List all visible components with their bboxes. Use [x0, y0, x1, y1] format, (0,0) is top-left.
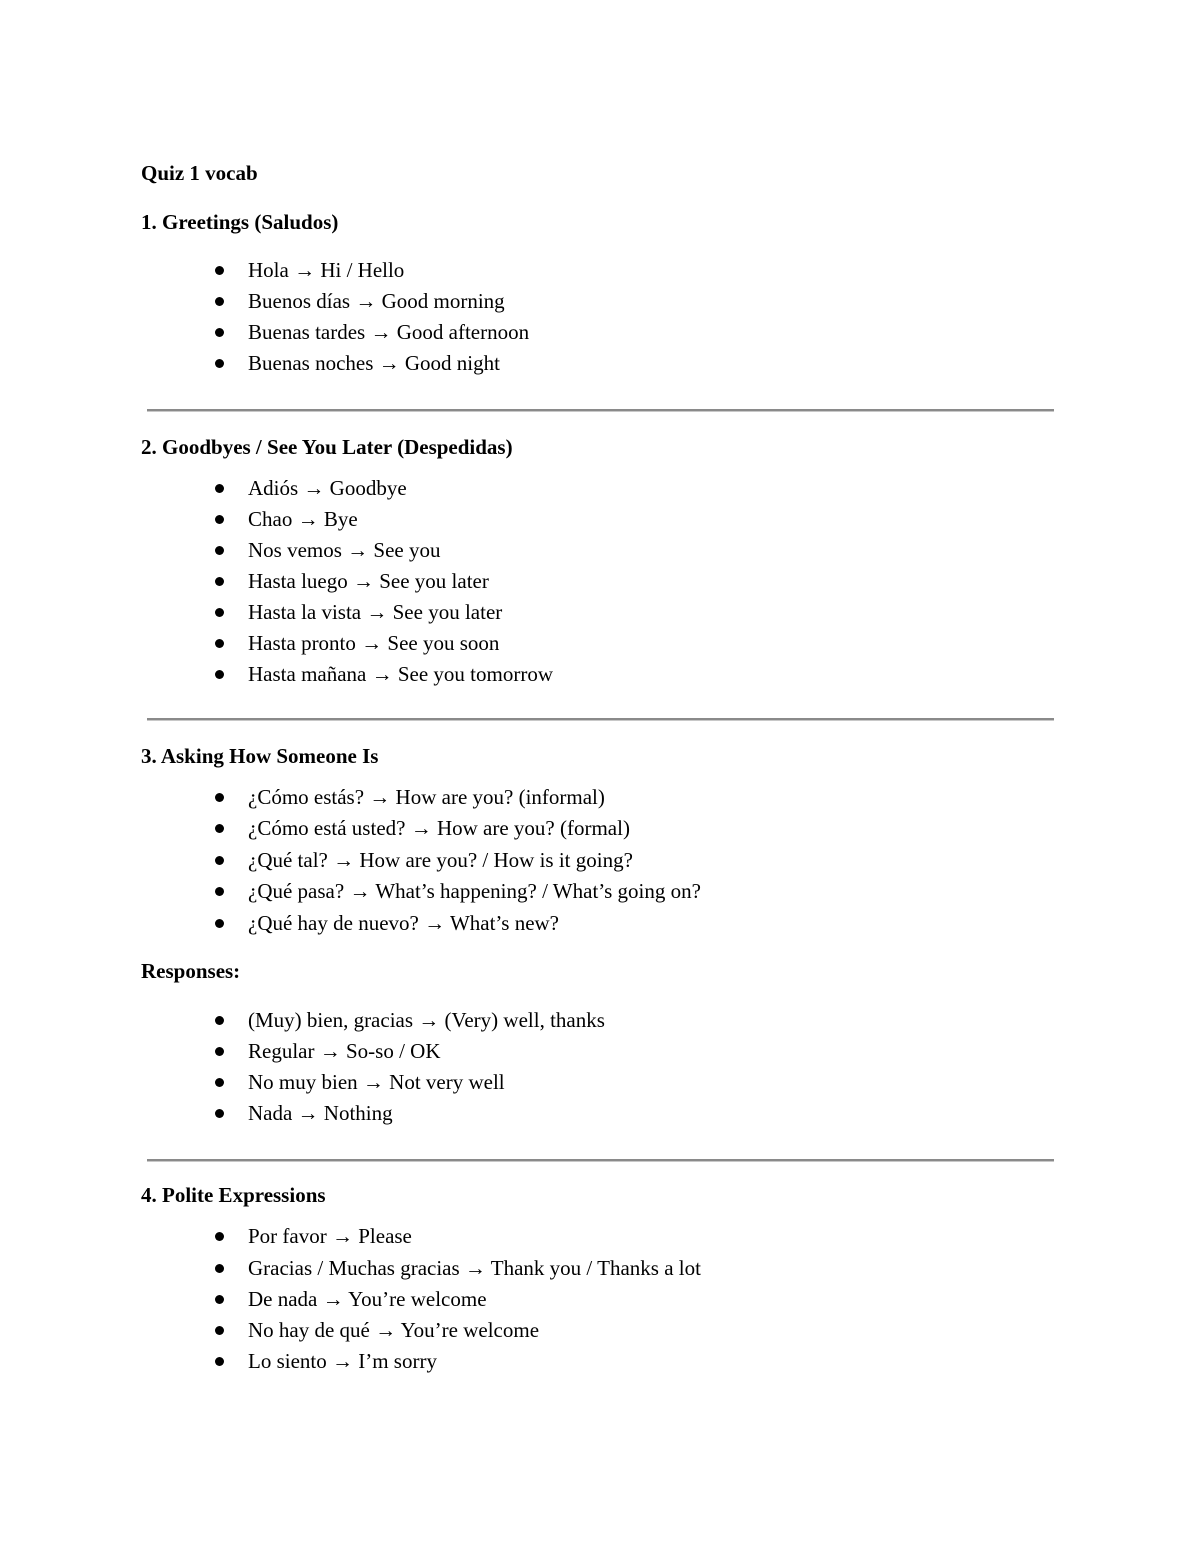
polite-list — [0, 1223, 701, 1379]
bullet-icon — [215, 266, 224, 275]
list-item-text: Adiós → Goodbye — [248, 476, 407, 500]
list-item-text: (Muy) bien, gracias → (Very) well, thanks — [248, 1008, 605, 1032]
list-item-text: Gracias / Muchas gracias → Thank you / Thanks a lot — [248, 1256, 701, 1280]
bullet-icon — [215, 887, 224, 896]
bullet-icon — [215, 1295, 224, 1304]
list-item — [0, 319, 529, 350]
list-item-text: Por favor → Please — [248, 1224, 412, 1248]
responses-list — [0, 1007, 605, 1131]
bullet-icon — [215, 297, 224, 306]
list-item-text: Buenas tardes → Good afternoon — [248, 320, 530, 344]
list-item-text: Lo siento → I’m sorry — [248, 1349, 437, 1373]
list-item-text: Hasta luego → See you later — [248, 569, 489, 593]
list-item-text: ¿Qué tal? → How are you? / How is it going? — [248, 848, 633, 872]
bullet-icon — [215, 1078, 224, 1087]
list-item-text: Nada → Nothing — [248, 1101, 393, 1125]
bullet-icon — [215, 1016, 224, 1025]
bullet-icon — [215, 577, 224, 586]
asking-list — [0, 784, 701, 941]
greetings-list — [0, 257, 529, 381]
list-item — [0, 537, 553, 568]
list-item — [0, 1255, 701, 1286]
section-heading-asking: 3. Asking How Someone Is — [141, 744, 379, 768]
list-item — [0, 878, 701, 910]
bullet-icon — [215, 1264, 224, 1273]
list-item — [0, 288, 529, 319]
list-item-text: No hay de qué → You’re welcome — [248, 1318, 540, 1342]
list-item-text: Hasta la vista → See you later — [248, 600, 503, 624]
list-item — [0, 847, 701, 878]
list-item-text: Chao → Bye — [248, 507, 358, 531]
bullet-icon — [215, 824, 224, 833]
list-item-text: Regular → So-so / OK — [248, 1039, 441, 1063]
list-item-text: ¿Cómo estás? → How are you? (informal) — [248, 785, 605, 809]
list-item — [0, 599, 553, 630]
bullet-icon — [215, 670, 224, 679]
bullet-icon — [215, 919, 224, 928]
list-item — [0, 1286, 701, 1317]
responses-heading: Responses: — [141, 959, 241, 983]
list-item-text: Nos vemos → See you — [248, 538, 441, 562]
bullet-icon — [215, 328, 224, 337]
bullet-icon — [215, 1326, 224, 1335]
list-item — [0, 506, 553, 537]
list-item — [0, 1007, 605, 1038]
list-item-text: Hasta pronto → See you soon — [248, 631, 500, 655]
list-item — [0, 1038, 605, 1069]
section-heading-greetings: 1. Greetings (Saludos) — [141, 210, 339, 234]
list-item-text: Buenos días → Good morning — [248, 289, 505, 313]
list-item-text: De nada → You’re welcome — [248, 1287, 487, 1311]
list-item — [0, 1348, 701, 1379]
list-item-text: Buenas noches → Good night — [248, 351, 500, 375]
bullet-icon — [215, 856, 224, 865]
list-item — [0, 1069, 605, 1100]
list-item — [0, 568, 553, 599]
bullet-icon — [215, 546, 224, 555]
bullet-icon — [215, 359, 224, 368]
list-item — [0, 661, 553, 692]
bullet-icon — [215, 484, 224, 493]
bullet-icon — [215, 515, 224, 524]
bullet-icon — [215, 608, 224, 617]
list-item-text: Hasta mañana → See you tomorrow — [248, 662, 554, 686]
list-item-text: ¿Cómo está usted? → How are you? (formal) — [248, 816, 630, 840]
goodbyes-list — [0, 475, 553, 692]
list-item — [0, 257, 529, 288]
bullet-icon — [215, 639, 224, 648]
bullet-icon — [215, 1357, 224, 1366]
bullet-icon — [215, 1109, 224, 1118]
bullet-icon — [215, 1232, 224, 1241]
section-divider — [147, 1159, 1054, 1162]
list-item-text: ¿Qué pasa? → What’s happening? / What’s going on? — [248, 879, 701, 903]
list-item — [0, 1223, 701, 1255]
list-item — [0, 350, 529, 381]
list-item — [0, 630, 553, 661]
list-item-text: No muy bien → Not very well — [248, 1070, 505, 1094]
section-divider — [147, 409, 1054, 412]
bullet-icon — [215, 1047, 224, 1056]
list-item — [0, 784, 701, 815]
list-item — [0, 475, 553, 506]
list-item — [0, 815, 701, 847]
list-item-text: Hola → Hi / Hello — [248, 258, 405, 282]
list-item — [0, 1100, 605, 1131]
section-divider — [147, 718, 1054, 721]
document-title: Quiz 1 vocab — [141, 161, 258, 185]
section-heading-goodbyes: 2. Goodbyes / See You Later (Despedidas) — [141, 435, 513, 459]
section-heading-polite: 4. Polite Expressions — [141, 1183, 326, 1207]
bullet-icon — [215, 793, 224, 802]
list-item — [0, 1317, 701, 1348]
list-item-text: ¿Qué hay de nuevo? → What’s new? — [248, 911, 560, 935]
list-item — [0, 910, 701, 941]
